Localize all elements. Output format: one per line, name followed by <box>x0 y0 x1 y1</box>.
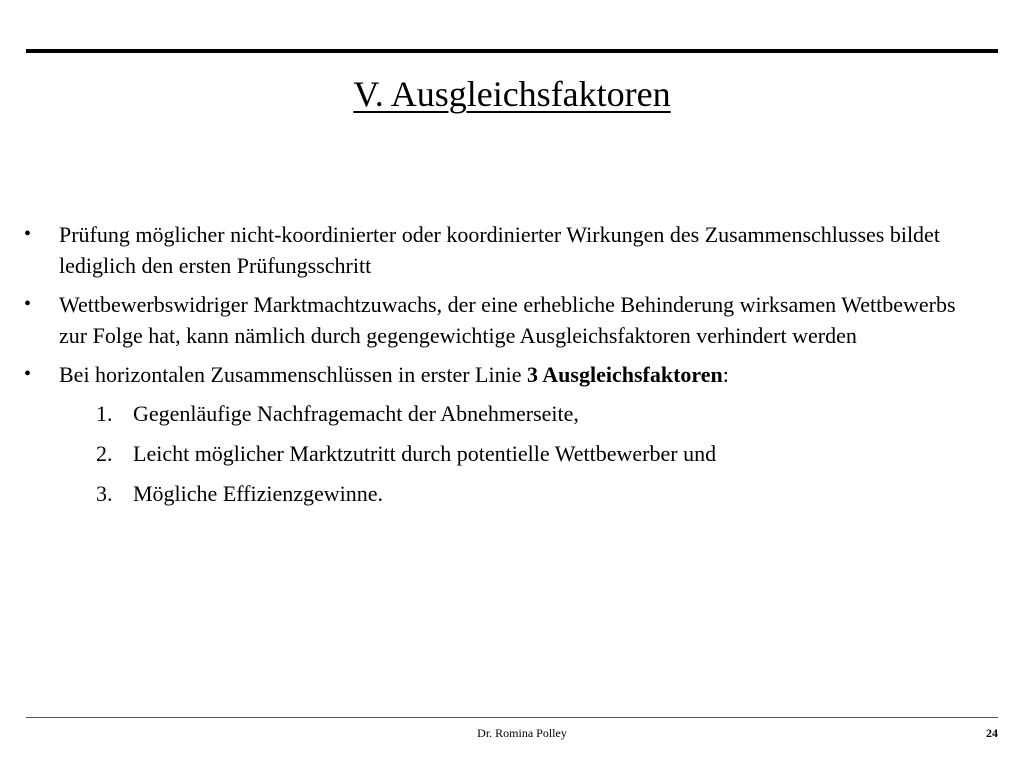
numbered-item-number: 1. <box>96 401 113 426</box>
page-number: 24 <box>986 726 998 740</box>
slide-content <box>24 219 984 518</box>
bullet-mark: • <box>24 223 32 245</box>
footer-author: Dr. Romina Polley <box>477 726 567 740</box>
bullet-mark: • <box>24 363 32 385</box>
bullet-text: Wettbewerbswidriger Marktmachtzuwachs, der eine erhebliche Behinderung wirksamen Wettbewerbs zur Folge hat, kann nämlich durch gegengewichtige Ausgleichsfaktoren verhindert werden <box>59 292 956 348</box>
numbered-item-text: Leicht möglicher Marktzutritt durch potentielle Wettbewerber und <box>133 441 717 466</box>
bullet-mark: • <box>24 293 32 315</box>
bullet-item <box>24 219 984 281</box>
numbered-item <box>24 478 984 509</box>
bullet-text-trail: : <box>722 362 729 387</box>
top-divider <box>26 49 998 53</box>
numbered-item-text: Gegenläufige Nachfragemacht der Abnehmerseite, <box>133 401 579 426</box>
bullet-text: Prüfung möglicher nicht-koordinierter oder koordinierter Wirkungen des Zusammenschlusses bildet lediglich den ersten Prüfungsschritt <box>59 222 940 278</box>
bullet-text-emphasis: 3 Ausgleichsfaktoren <box>526 362 723 387</box>
slide-title-text: V. Ausgleichsfaktoren <box>353 74 671 114</box>
numbered-item-number: 3. <box>96 481 113 506</box>
bullet-text <box>59 359 984 390</box>
bullet-item <box>24 359 984 390</box>
numbered-item <box>24 398 984 429</box>
numbered-item <box>24 438 984 469</box>
numbered-item-number: 2. <box>96 441 113 466</box>
slide-title <box>0 72 1024 116</box>
numbered-item-text: Mögliche Effizienzgewinne. <box>133 481 384 506</box>
bottom-divider <box>26 717 998 718</box>
bullet-item <box>24 289 984 351</box>
bullet-text-lead: Bei horizontalen Zusammenschlüssen in erster Linie <box>59 362 527 387</box>
